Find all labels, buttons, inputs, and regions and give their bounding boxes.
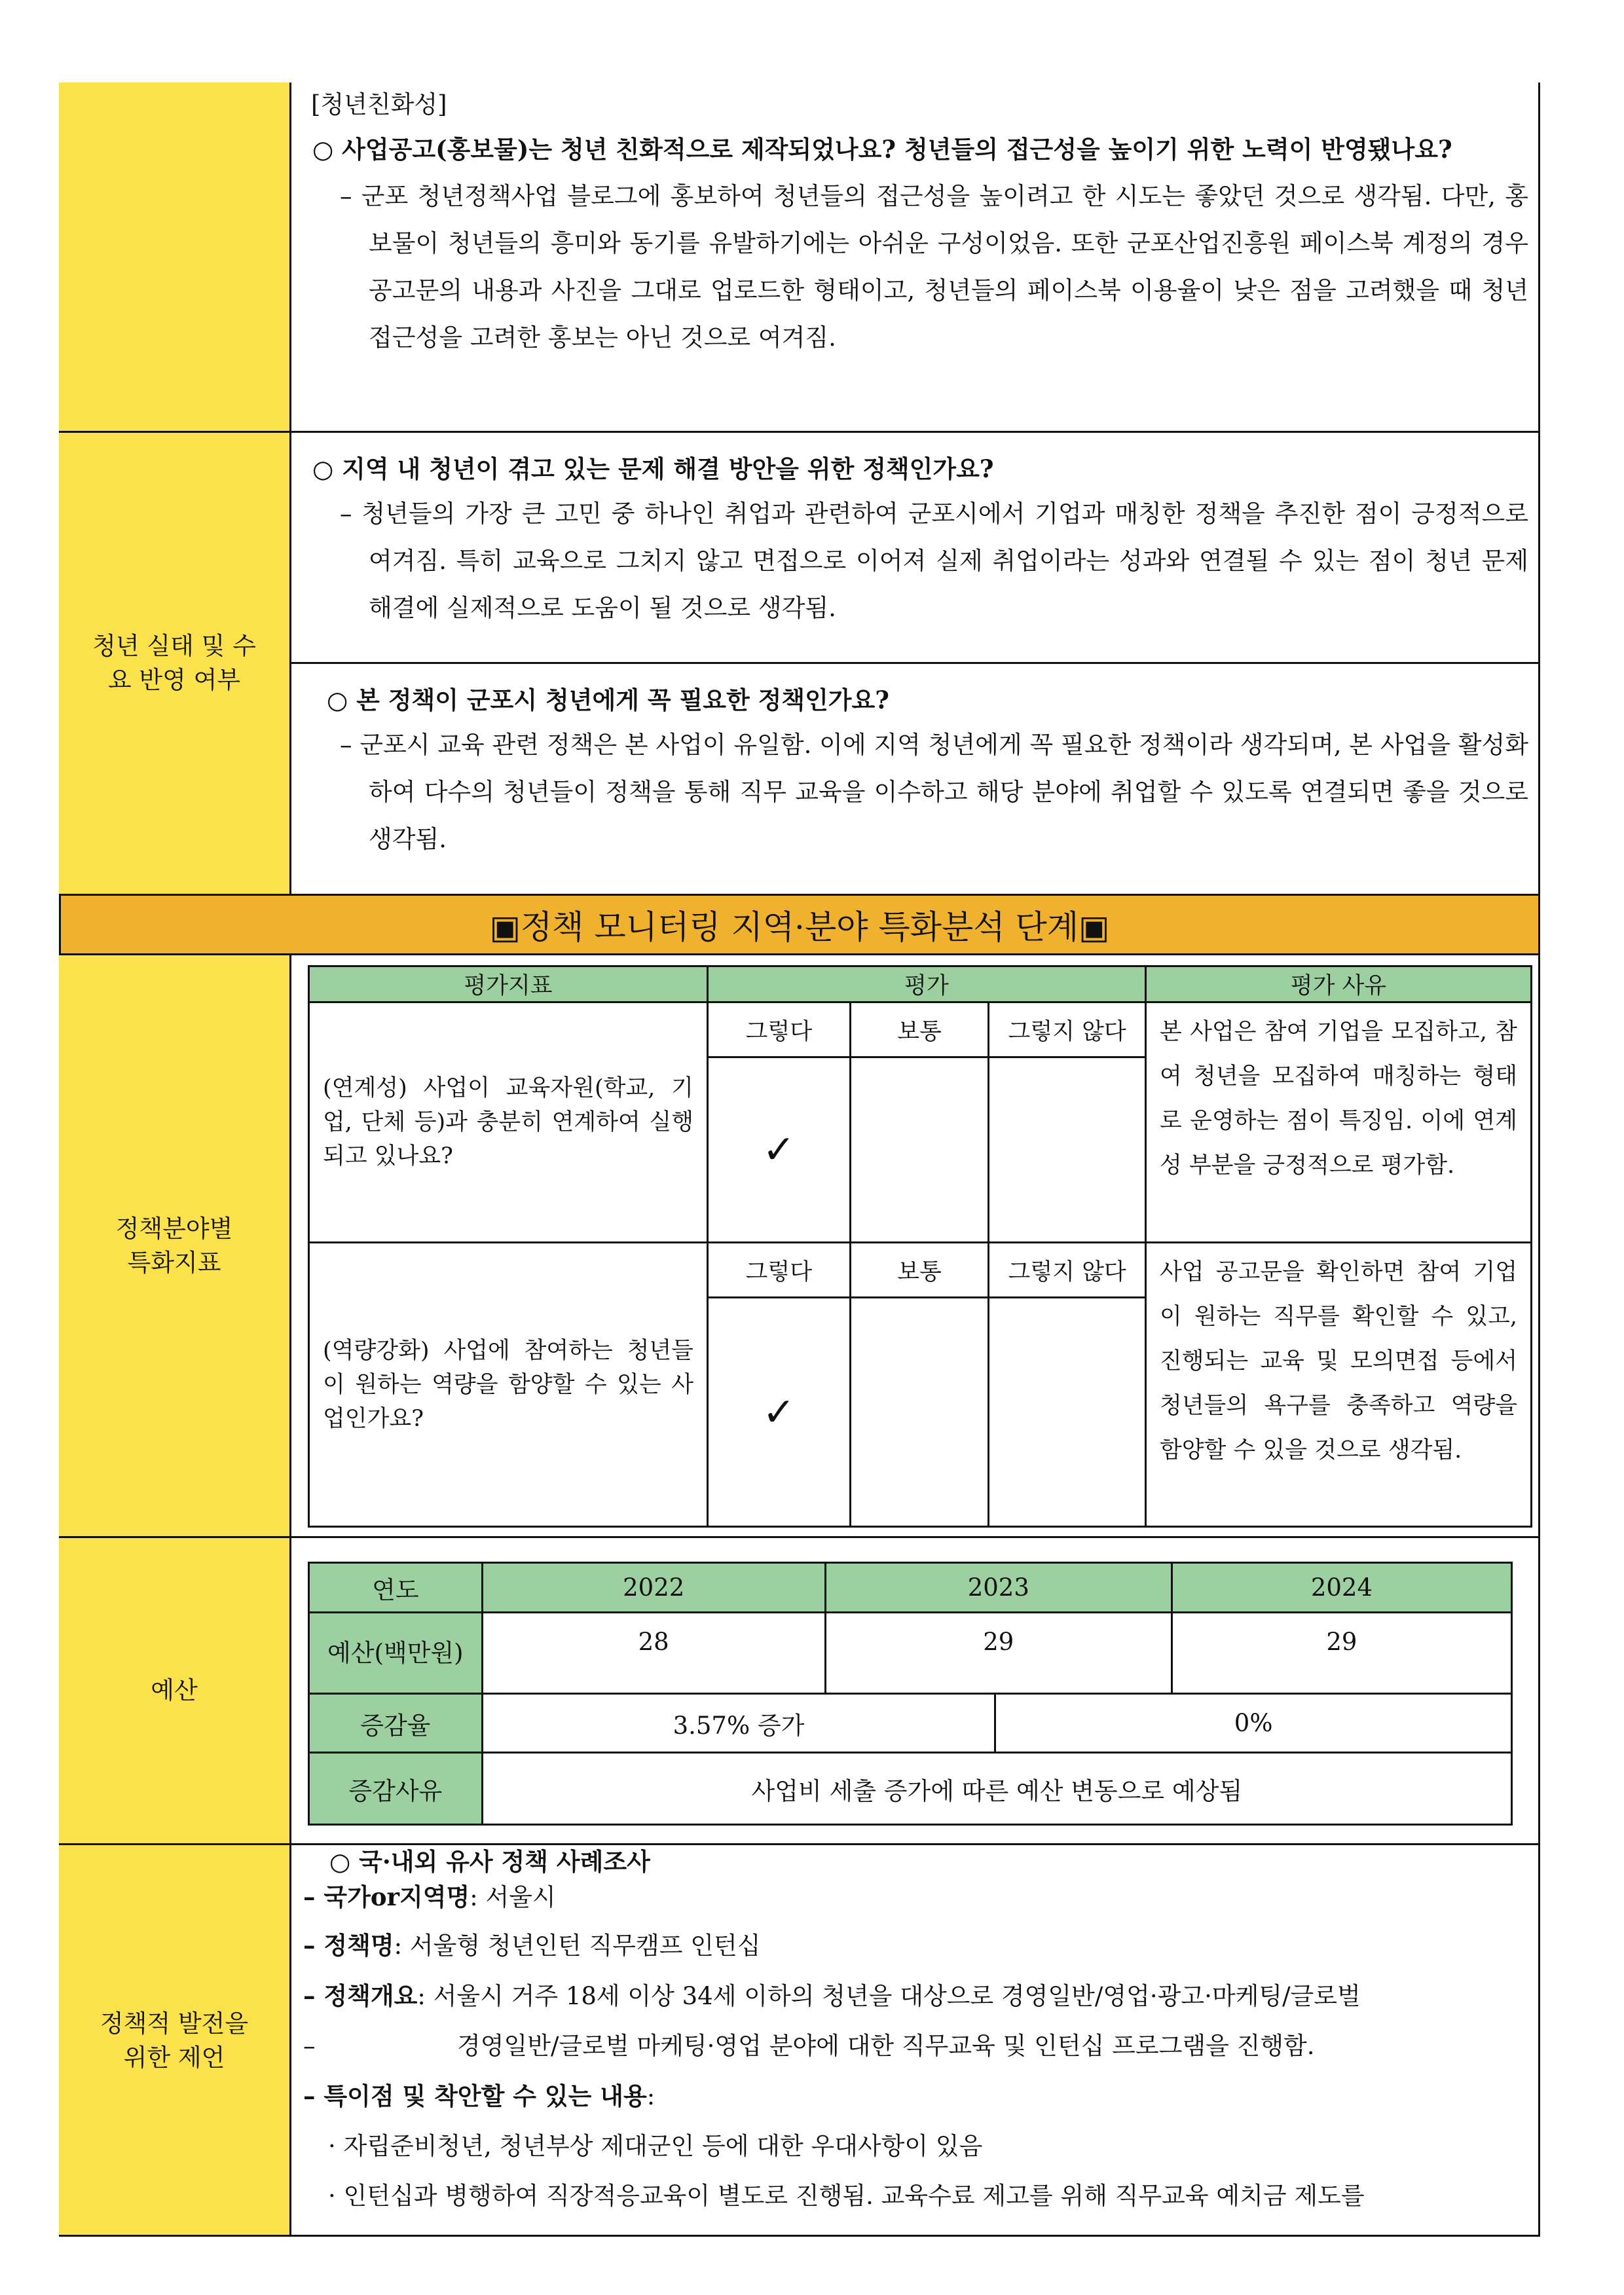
stage-banner: ▣정책 모니터링 지역·분야 특화분석 단계▣ bbox=[59, 896, 1540, 953]
proposal-features-line bbox=[303, 2071, 1528, 2121]
budget-amount-2024: 29 bbox=[1172, 1613, 1511, 1694]
proposal-country-line bbox=[303, 1874, 1528, 1920]
reason-cell: 본 사업은 참여 기업을 모집하고, 참여 청년을 모집하여 매칭하는 형태로 운영하는 점이 특징임. 이에 연계성 부분을 긍정적으로 평가함. bbox=[1145, 1002, 1531, 1243]
youth-reality-block-2 bbox=[291, 664, 1540, 894]
budget-change-reason: 사업비 세출 증가에 따른 예산 변동으로 예상됨 bbox=[482, 1753, 1511, 1825]
check-cell bbox=[708, 1057, 851, 1243]
year-label: 연도 bbox=[309, 1563, 483, 1613]
proposal-overview-continued bbox=[303, 2021, 1528, 2071]
option-no: 그렇지 않다 bbox=[989, 1243, 1146, 1298]
indicator-cell: (역량강화) 사업에 참여하는 청년들이 원하는 역량을 함양할 수 있는 사업인가요? bbox=[309, 1243, 708, 1527]
proposal-bullet-1: · 자립준비청년, 청년부상 제대군인 등에 대한 우대사항이 있음 bbox=[328, 2132, 983, 2160]
features-label: – 특이점 및 착안할 수 있는 내용 bbox=[303, 2082, 647, 2110]
check-cell bbox=[850, 1057, 989, 1243]
section-youth-friendly bbox=[59, 83, 1540, 431]
check-cell bbox=[850, 1298, 989, 1527]
budget-row-label: 예산(백만원) bbox=[309, 1613, 483, 1694]
year-2022: 2022 bbox=[482, 1563, 825, 1613]
option-yes: 그렇다 bbox=[708, 1243, 851, 1298]
reason-cell: 사업 공고문을 확인하면 참여 기업이 원하는 직무를 확인할 수 있고, 진행되는 교육 및 모의면접 등에서 청년들의 욕구를 충족하고 역량을 함양할 수 있을 것으로 생각됨. bbox=[1145, 1243, 1531, 1527]
overview-dash: – bbox=[303, 2032, 316, 2060]
youth-friendly-tag: [청년친화성] bbox=[311, 90, 447, 119]
section-label-empty bbox=[59, 83, 291, 431]
frame-bottom-border bbox=[59, 2235, 1540, 2237]
rate-2024: 0% bbox=[995, 1694, 1512, 1753]
features-colon: : bbox=[646, 2082, 655, 2110]
section-proposal bbox=[59, 1845, 1540, 2237]
rate-row-label: 증감율 bbox=[309, 1694, 483, 1753]
rate-2023: 3.57% 증가 bbox=[482, 1694, 995, 1753]
budget-amount-2023: 29 bbox=[825, 1613, 1172, 1694]
budget-label: 예산 bbox=[59, 1538, 291, 1843]
youth-reality-label: 청년 실태 및 수요 반영 여부 bbox=[59, 433, 291, 894]
specialized-label: 정책분야별 특화지표 bbox=[59, 955, 291, 1536]
evaluation-table bbox=[308, 965, 1532, 1528]
policy-label: – 정책명 bbox=[303, 1931, 394, 1960]
document-frame bbox=[59, 83, 1540, 2237]
indicator-cell: (연계성) 사업이 교육자원(학교, 기업, 단체 등)과 충분히 연계하여 실행되고 있나요? bbox=[309, 1002, 708, 1243]
section-budget bbox=[59, 1538, 1540, 1843]
overview-value: : 서울시 거주 18세 이상 34세 이하의 청년을 대상으로 경영일반/영업·광고·마케팅/글로벌 bbox=[417, 1982, 1361, 2010]
header-indicator: 평가지표 bbox=[309, 966, 708, 1002]
youth-reality-answer-1: – 청년들의 가장 큰 고민 중 하나인 취업과 관련하여 군포시에서 기업과 매칭한 정책을 추진한 점이 긍정적으로 여겨짐. 특히 교육으로 그치지 않고 면접으로 이어져 실제 취업이라는 성과와 연결될 수 있는 점이 청년 문제 해결에 실제적으로 도움이 될 것으로 생각됨. bbox=[340, 500, 1528, 622]
option-yes: 그렇다 bbox=[708, 1002, 851, 1057]
section-youth-reality bbox=[59, 433, 1540, 894]
option-no: 그렇지 않다 bbox=[989, 1002, 1146, 1057]
country-label: – 국가or지역명 bbox=[303, 1882, 470, 1911]
youth-reality-question-2: ○ 본 정책이 군포시 청년에게 꼭 필요한 정책인가요? bbox=[327, 686, 889, 714]
header-evaluation: 평가 bbox=[708, 966, 1146, 1002]
header-reason: 평가 사유 bbox=[1145, 966, 1531, 1002]
overview-continued-text: 경영일반/글로벌 마케팅·영업 분야에 대한 직무교육 및 인턴십 프로그램을 진행함. bbox=[457, 2032, 1315, 2060]
youth-friendly-answer: – 군포 청년정책사업 블로그에 홍보하여 청년들의 접근성을 높이려고 한 시도는 좋았던 것으로 생각됨. 다만, 홍보물이 청년들의 흥미와 동기를 유발하기에는 아쉬운 구성이었음. 또한 군포산업진흥원 페이스북 계정의 경우 공고문의 내용과 사진을 그대로 업로드한 형태이고, 청년들의 페이스북 이용율이 낮은 점을 고려했을 때 청년 접근성을 고려한 홍보는 아닌 것으로 여겨짐. bbox=[340, 182, 1528, 352]
check-cell bbox=[989, 1057, 1146, 1243]
year-2024: 2024 bbox=[1172, 1563, 1511, 1613]
youth-reality-block-1 bbox=[291, 433, 1540, 662]
option-neutral: 보통 bbox=[850, 1243, 989, 1298]
proposal-policy-line bbox=[303, 1920, 1528, 1971]
youth-friendly-question: ○ 사업공고(홍보물)는 청년 친화적으로 제작되었나요? 청년들의 접근성을 높이기 위한 노력이 반영됐나요? bbox=[312, 135, 1452, 164]
checkmark-icon: ✓ bbox=[762, 1127, 796, 1173]
check-cell bbox=[989, 1298, 1146, 1527]
section-specialized bbox=[59, 955, 1540, 1536]
country-value: : 서울시 bbox=[470, 1883, 556, 1911]
overview-label: – 정책개요 bbox=[303, 1981, 418, 2010]
budget-table bbox=[308, 1562, 1513, 1826]
proposal-bullet-2: · 인턴십과 병행하여 직장적응교육이 별도로 진행됨. 교육수료 제고를 위해 직무교육 예치금 제도를 bbox=[328, 2182, 1365, 2210]
reason-row-label: 증감사유 bbox=[309, 1753, 483, 1825]
proposal-label: 정책적 발전을 위한 제언 bbox=[59, 1845, 291, 2237]
proposal-overview-line bbox=[303, 1971, 1528, 2021]
check-cell bbox=[708, 1298, 851, 1527]
option-neutral: 보통 bbox=[850, 1002, 989, 1057]
youth-reality-question-1: ○ 지역 내 청년이 겪고 있는 문제 해결 방안을 위한 정책인가요? bbox=[312, 454, 994, 483]
year-2023: 2023 bbox=[825, 1563, 1172, 1613]
budget-amount-2022: 28 bbox=[482, 1613, 825, 1694]
youth-reality-answer-2: – 군포시 교육 관련 정책은 본 사업이 유일함. 이에 지역 청년에게 꼭 필요한 정책이라 생각되며, 본 사업을 활성화 하여 다수의 청년들이 정책을 통해 직무 교육을 이수하고 해당 분야에 취업할 수 있도록 연결되면 좋을 것으로 생각됨. bbox=[340, 731, 1528, 853]
proposal-heading: ○ 국·내외 유사 정책 사례조사 bbox=[329, 1847, 650, 1876]
policy-value: : 서울형 청년인턴 직무캠프 인턴십 bbox=[394, 1932, 761, 1960]
checkmark-icon: ✓ bbox=[762, 1389, 796, 1435]
